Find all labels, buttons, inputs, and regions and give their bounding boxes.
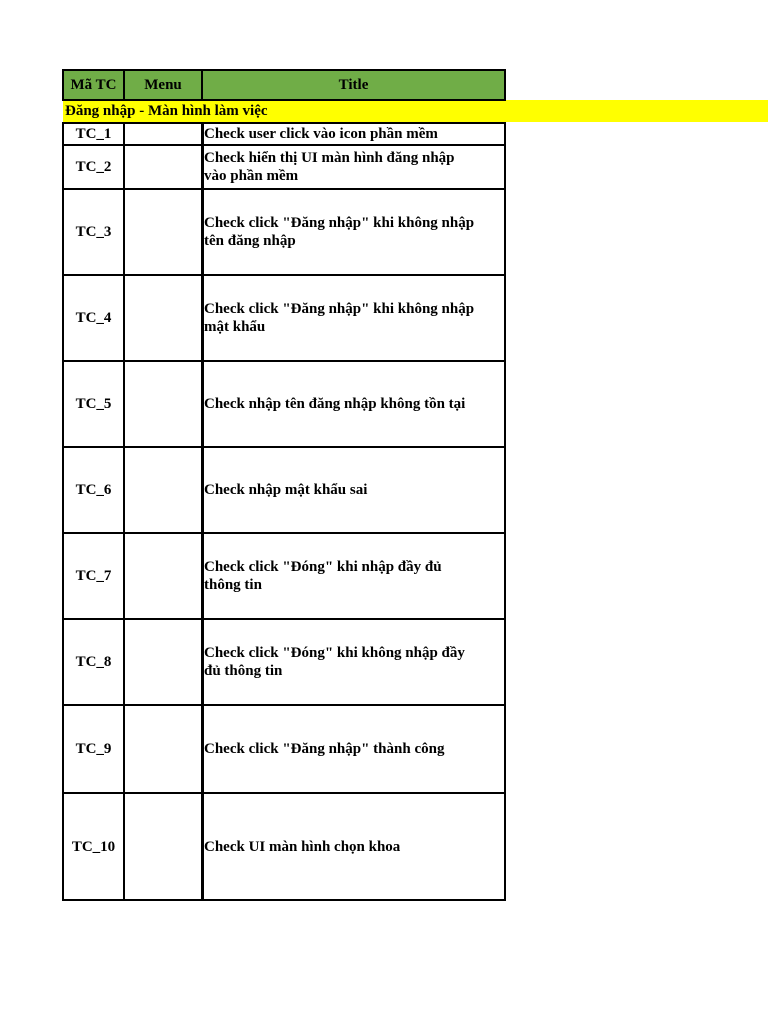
grid-line (62, 446, 506, 448)
grid-line (504, 69, 506, 101)
row-menu-3[interactable] (124, 189, 202, 275)
grid-line (62, 144, 506, 146)
row-menu-9[interactable] (124, 705, 202, 793)
row-title-7[interactable]: Check click "Đóng" khi nhập đầy đủ thông tin (204, 559, 442, 593)
row-code-4[interactable]: TC_4 (75, 310, 112, 326)
row-menu-5[interactable] (124, 361, 202, 447)
row-title-5[interactable]: Check nhập tên đăng nhập không tồn tại (204, 396, 466, 412)
grid-line (62, 122, 506, 124)
grid-line (62, 99, 506, 101)
row-code-7[interactable]: TC_7 (75, 568, 112, 584)
row-title-9[interactable]: Check click "Đăng nhập" thành công (204, 741, 445, 757)
row-menu-7[interactable] (124, 533, 202, 619)
row-code-2[interactable]: TC_2 (75, 159, 112, 175)
grid-line (62, 274, 506, 276)
grid-line (504, 122, 506, 901)
grid-line (62, 899, 506, 901)
section-label[interactable]: Đăng nhập - Màn hình làm việc (63, 100, 768, 122)
row-code-9[interactable]: TC_9 (75, 741, 112, 757)
row-title-2[interactable]: Check hiển thị UI màn hình đăng nhập vào phần mềm (204, 150, 455, 184)
row-code-5[interactable]: TC_5 (75, 396, 112, 412)
grid-line (62, 618, 506, 620)
row-code-3[interactable]: TC_3 (75, 224, 112, 240)
row-code-1[interactable]: TC_1 (75, 126, 112, 142)
grid-line (201, 69, 203, 101)
grid-line (62, 532, 506, 534)
grid-line (201, 122, 204, 901)
grid-line (62, 69, 506, 71)
row-menu-4[interactable] (124, 275, 202, 361)
row-title-3[interactable]: Check click "Đăng nhập" khi không nhập tên đăng nhập (204, 215, 475, 249)
row-title-8[interactable]: Check click "Đóng" khi không nhập đầy đủ thông tin (204, 645, 465, 679)
grid-line (62, 792, 506, 794)
row-title-10[interactable]: Check UI màn hình chọn khoa (204, 838, 401, 855)
grid-line (123, 69, 125, 101)
row-code-8[interactable]: TC_8 (75, 654, 112, 670)
row-title-6[interactable]: Check nhập mật khẩu sai (204, 482, 368, 498)
row-menu-8[interactable] (124, 619, 202, 705)
row-code-6[interactable]: TC_6 (75, 482, 112, 498)
header-title[interactable]: Title (202, 70, 505, 100)
row-menu-2[interactable] (124, 145, 202, 189)
row-title-4[interactable]: Check click "Đăng nhập" khi không nhập mật khẩu (204, 301, 475, 335)
row-title-1[interactable]: Check user click vào icon phần mềm (204, 126, 438, 142)
grid-line (62, 188, 506, 190)
grid-line (62, 704, 506, 706)
row-menu-10[interactable] (124, 793, 202, 900)
grid-line (62, 122, 64, 901)
grid-line (123, 122, 125, 901)
row-menu-6[interactable] (124, 447, 202, 533)
row-code-10[interactable]: TC_10 (71, 838, 116, 855)
header-code[interactable]: Mã TC (63, 70, 124, 100)
grid-line (62, 69, 64, 101)
row-menu-1[interactable] (124, 123, 202, 145)
grid-line (62, 360, 506, 362)
header-menu[interactable]: Menu (124, 70, 202, 100)
